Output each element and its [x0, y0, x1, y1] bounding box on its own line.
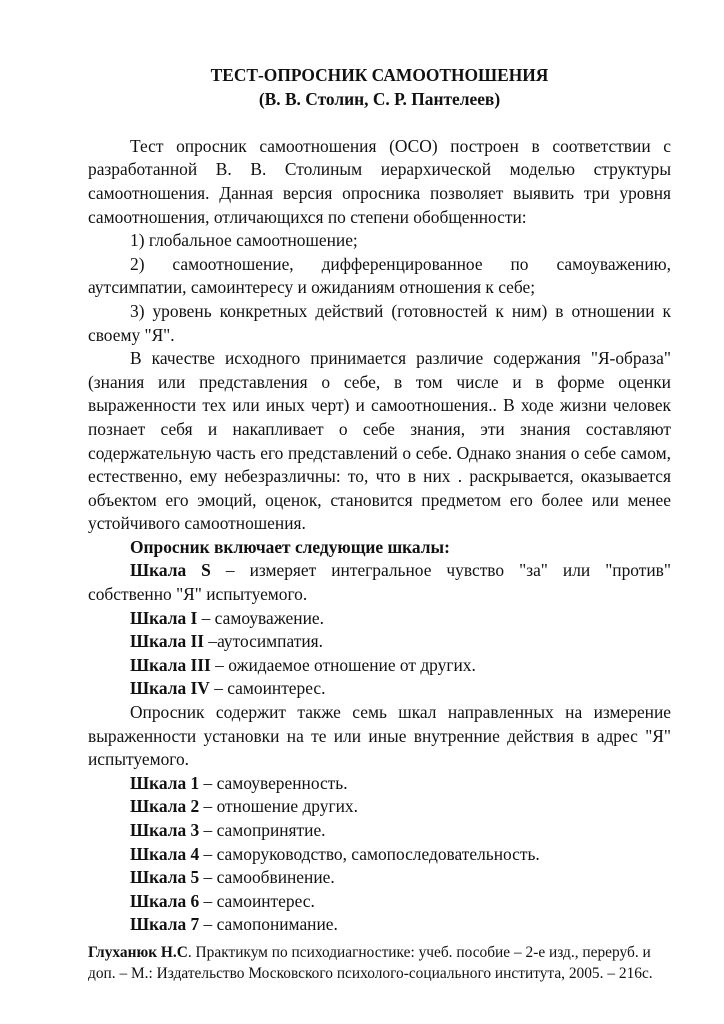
scale-name: Шкала II [130, 631, 205, 652]
scale-iv [88, 677, 671, 701]
action-scale-5 [88, 866, 671, 890]
scale-desc: – саморуководство, самопоследовательность. [199, 843, 540, 864]
scale-desc: – самопринятие. [199, 820, 326, 840]
scale-name: Шкала 4 [130, 843, 200, 864]
intro-paragraph: Тест опросник самоотношения (ОСО) построен в соответствии с разработанной В. В. Столиным иерархической моделью структуры самоотношения. Данная версия опросника позволяет выявить три уровня самоотношения, отличающихся по степени обобщенности: [88, 135, 671, 227]
scale-name: Шкала 3 [130, 820, 200, 840]
scale-desc: – самообвинение. [199, 867, 335, 888]
document-authors: (В. В. Столин, С. Р. Пантелеев) [258, 88, 501, 109]
action-scale-2 [88, 795, 671, 819]
action-scale-3 [88, 819, 671, 843]
scale-desc: – самопонимание. [199, 914, 338, 935]
paragraph-2: В качестве исходного принимается различие содержания "Я-образа" (знания или представления о себе, в том числе и в форме оценки выраженности тех или иных черт) и самоотношения.. В ходе жизни человек познает себя и накапливает о себе знания, эти знания составляют содержательную часть его представлений о себе. Однако знания о себе самом, естественно, ему небезразличны: то, что в них . раскрывается, оказывается объектом его эмоций, оценок, становится предметом его более или менее устойчивого самоотношения. [88, 348, 671, 534]
scales-heading: Опросник включает следующие шкалы: [130, 536, 450, 557]
scale-s [88, 559, 671, 606]
scale-name: Шкала III [130, 654, 211, 675]
level-item-1: 1) глобальное самоотношение; [130, 230, 358, 251]
document-title: ТЕСТ-ОПРОСНИК САМООТНОШЕНИЯ [210, 65, 549, 85]
scale-ii [88, 630, 671, 654]
scale-name: Шкала 1 [130, 772, 200, 793]
scale-name: Шкала I [130, 607, 198, 628]
document-page [88, 64, 671, 937]
scale-desc: – самоинтерес. [199, 890, 315, 911]
scale-desc: – самоинтерес. [209, 678, 326, 699]
level-item-2: 2) самоотношение, дифференцированное по самоуважению, аутсимпатии, самоинтересу и ожиданиям отношения к себе; [88, 253, 671, 298]
scale-desc: – измеряет интегральное чувство "за" или "против" собственно "Я" испытуемого. [88, 560, 671, 605]
scale-name: Шкала S [130, 560, 211, 581]
scale-name: Шкала IV [130, 678, 210, 699]
scale-name: Шкала 2 [130, 796, 200, 817]
scale-desc: –аутосимпатия. [204, 631, 323, 652]
scale-name: Шкала 5 [130, 867, 200, 888]
action-scale-6 [88, 890, 671, 914]
level-item-3: 3) уровень конкретных действий (готовностей к ним) в отношении к своему "Я". [88, 300, 671, 345]
paragraph-3: Опросник содержит также семь шкал направленных на измерение выраженности установки на те или иные внутренние действия в адрес "Я" испытуемого. [88, 702, 671, 770]
scale-iii [88, 654, 671, 678]
action-scale-1 [88, 772, 671, 796]
footer-author: Глуханюк Н.С [88, 944, 188, 961]
footer-citation [88, 942, 671, 984]
scale-desc: – самоуверенность. [199, 772, 348, 793]
action-scale-7 [88, 913, 671, 937]
scale-name: Шкала 6 [130, 890, 200, 911]
scale-desc: – ожидаемое отношение от других. [210, 654, 476, 675]
spacer [88, 111, 671, 135]
scale-desc: – самоуважение. [197, 607, 324, 628]
scale-desc: – отношение других. [199, 796, 358, 817]
action-scale-4 [88, 843, 671, 867]
scale-i [88, 607, 671, 631]
scale-name: Шкала 7 [130, 914, 200, 935]
footer-text: . Практикум по психодиагностике: учеб. пособие – 2-е изд., переруб. и доп. – М.: Издательство Московского психолого-социального института, 2005. – 216с. [88, 944, 653, 982]
